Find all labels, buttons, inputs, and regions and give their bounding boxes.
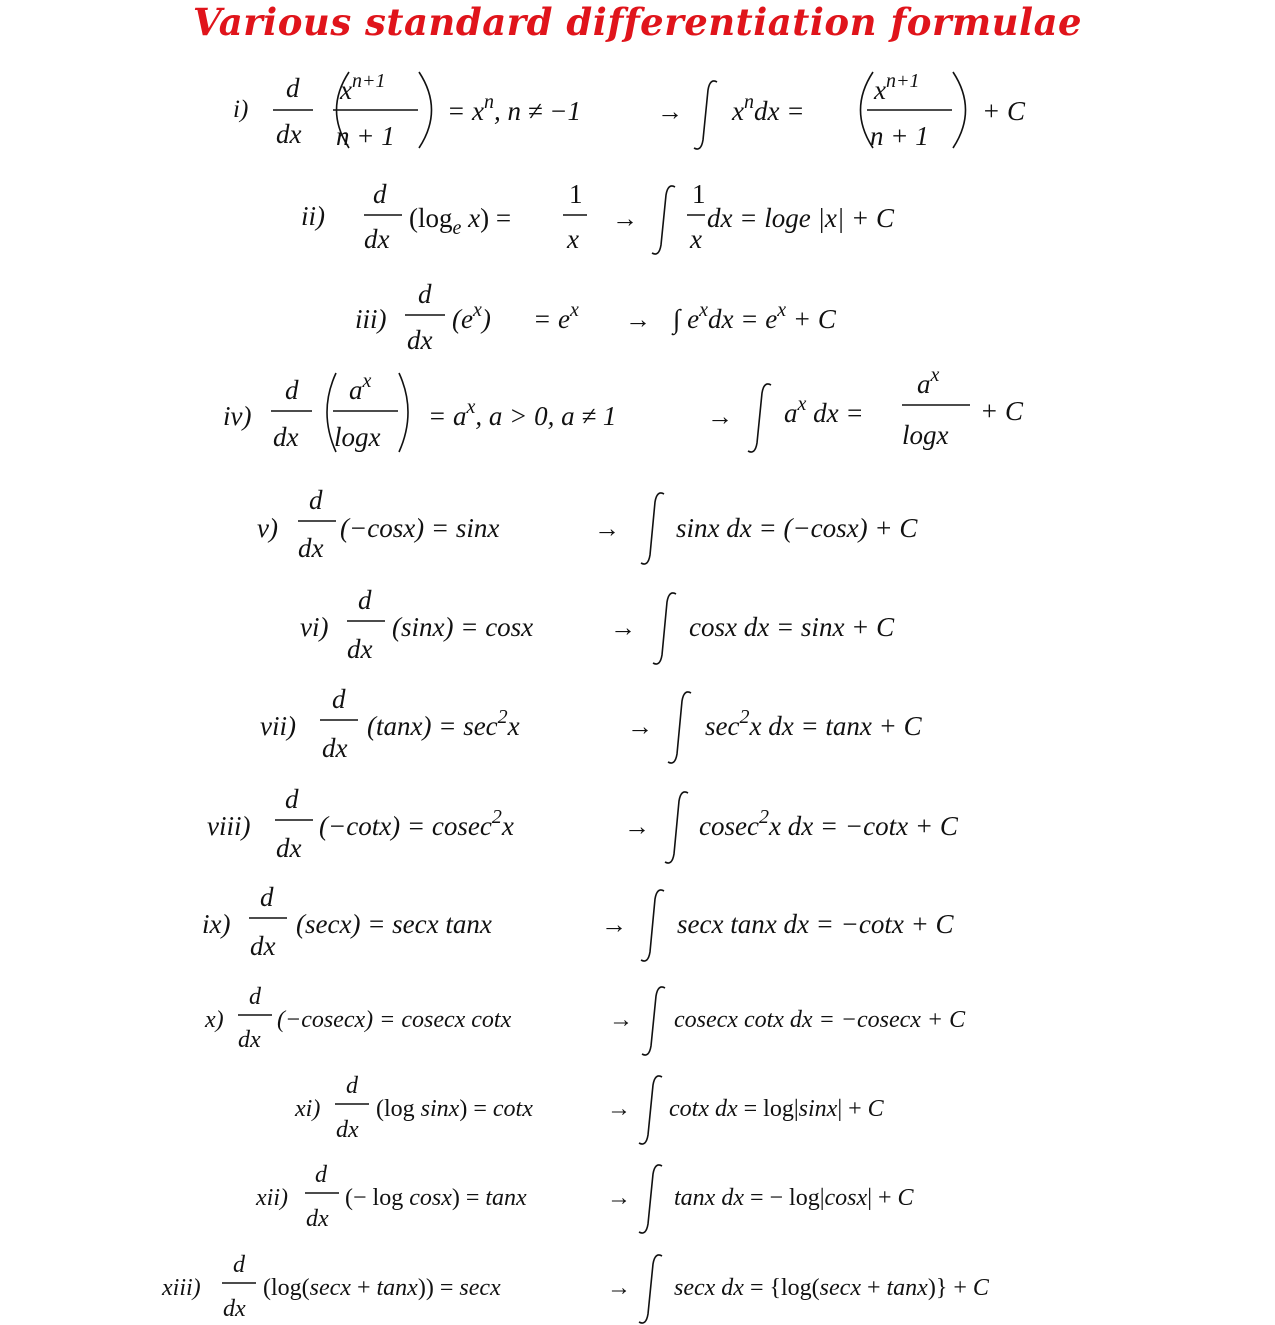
svg-text:+ C: + C: [980, 396, 1023, 426]
svg-text:sinx dx = (−cosx) + C: sinx dx = (−cosx) + C: [676, 513, 918, 543]
svg-text:x: x: [690, 224, 702, 254]
formula-4: [223, 364, 1024, 452]
formula-label: viii): [207, 811, 251, 841]
svg-text:dx: dx: [407, 325, 433, 355]
svg-text:(log sinx) = cotx: (log sinx) = cotx: [376, 1096, 533, 1122]
svg-text:dx: dx: [298, 533, 324, 563]
svg-text:dx: dx: [322, 733, 348, 763]
svg-text:dx: dx: [306, 1206, 329, 1232]
svg-text:(loge x) =: ($\log_e$ x) =: [409, 203, 512, 239]
svg-text:dx: dx: [276, 119, 302, 149]
svg-text:(ex): $(e^x)$: [452, 299, 491, 334]
svg-text:dx = loge |x| + C: dx = loge |x| + C: [707, 203, 894, 233]
svg-text:1: 1: [692, 179, 706, 209]
svg-text:dx: dx: [276, 833, 302, 863]
formula-10: [204, 984, 966, 1055]
svg-text:→: →: [607, 1275, 631, 1301]
svg-text:→: →: [601, 910, 627, 939]
svg-text:(log(secx + tanx)) = secx: (log(secx + tanx)) = secx: [263, 1275, 501, 1301]
svg-text:cosec2x dx = −cotx + C: cosec$^2$x dx = −cotx + C: [699, 806, 958, 841]
svg-text:tanx dx = − log|cosx| + C: tanx dx = − log|cosx| + C: [674, 1185, 914, 1211]
svg-text:secx dx = {log(secx + tanx)} +: secx dx = {log(secx + tanx)} + C: [674, 1275, 989, 1301]
svg-text:d: d: [260, 882, 274, 912]
svg-text:d: d: [332, 684, 346, 714]
svg-text:= ex: = $e^x$: [533, 299, 579, 334]
formula-1: [233, 70, 1026, 151]
formula-label: ix): [202, 909, 231, 939]
svg-text:dx: dx: [336, 1117, 359, 1143]
svg-text:(−cosx) = sinx: (−cosx) = sinx: [340, 513, 500, 543]
formula-label: iii): [355, 304, 387, 334]
formula-label: vii): [260, 711, 296, 741]
svg-text:(tanx) = sec2x: $(\tan x) = \sec^2x$: [367, 706, 520, 741]
svg-text:d: d: [346, 1073, 358, 1099]
svg-text:xn+1: $x^{n+1}$: [340, 70, 386, 105]
svg-text:x: x: [567, 224, 579, 254]
svg-text:(−cotx) = cosec2x: (−cotx) = cosec$^2$x: [319, 806, 514, 841]
svg-text:n + 1: n + 1: [336, 121, 395, 151]
formula-3: [355, 279, 837, 355]
svg-text:cotx dx = log|sinx| + C: cotx dx = log|sinx| + C: [669, 1096, 884, 1122]
formula-label: vi): [300, 612, 329, 642]
svg-text:d: d: [285, 784, 299, 814]
formula-13: [161, 1252, 990, 1323]
svg-text:+ C: + C: [982, 96, 1025, 126]
formula-label: ii): [301, 201, 325, 231]
svg-text:1: 1: [569, 179, 583, 209]
formula-label: i): [233, 96, 249, 123]
svg-text:(secx) = secx tanx: (secx) = secx tanx: [296, 909, 492, 939]
svg-text:d: d: [418, 279, 432, 309]
formula-6: [300, 585, 895, 664]
formula-label: x): [205, 1007, 224, 1033]
svg-text:sec2x dx = tanx + C: $\sec^2x$ dx = tanx + C: [705, 706, 922, 741]
svg-text:cosx dx = sinx + C: cosx dx = sinx + C: [689, 612, 895, 642]
svg-text:→: →: [594, 514, 620, 543]
svg-text:n + 1: n + 1: [870, 121, 929, 151]
svg-text:xn+1: $x^{n+1}$: [874, 70, 920, 105]
formula-note: n ≠ −1: [507, 96, 582, 126]
svg-text:(− log cosx) = tanx: (− log cosx) = tanx: [345, 1185, 527, 1211]
formula-label: xiii): [162, 1275, 201, 1301]
svg-text:d: d: [309, 485, 323, 515]
svg-text:→: →: [624, 812, 650, 841]
svg-text:xndx =: $x^ndx$ =: [732, 91, 805, 126]
svg-text:(−cosecx) = cosecx cotx: (−cosecx) = cosecx cotx: [277, 1007, 512, 1033]
formula-7: [260, 684, 923, 763]
svg-text:→: →: [610, 613, 636, 642]
formula-5: [257, 485, 918, 564]
formula-8: [207, 784, 959, 863]
svg-text:dx: dx: [273, 422, 299, 452]
svg-text:→: →: [607, 1096, 631, 1122]
svg-text:→: →: [612, 204, 638, 233]
svg-text:dx: dx: [364, 224, 390, 254]
svg-text:= xn, n ≠ −1: = $x^n$, n ≠ −1: [447, 91, 582, 126]
svg-text:logx: logx: [902, 420, 949, 450]
page-title: Various standard differentiation formulae: [192, 0, 1083, 44]
svg-text:ax: $a^x$: [917, 364, 940, 399]
svg-text:dx: dx: [223, 1296, 246, 1322]
svg-text:∫ exdx = ex + C: ∫ $e^xdx = e^x + C$: [673, 299, 836, 334]
formula-label: v): [257, 513, 278, 543]
formula-note: a > 0, a ≠ 1: [488, 401, 617, 431]
formula-9: [202, 882, 955, 961]
svg-text:→: →: [627, 712, 653, 741]
svg-text:d: d: [286, 73, 300, 103]
svg-text:cosecx cotx dx = −cosecx + C: cosecx cotx dx = −cosecx + C: [674, 1007, 966, 1033]
svg-text:dx: dx: [347, 634, 373, 664]
svg-text:→: →: [657, 97, 683, 126]
formula-label: xi): [295, 1096, 321, 1122]
svg-text:→: →: [625, 305, 651, 334]
svg-text:ax: $a^x$: [349, 370, 372, 405]
formula-label: xii): [256, 1185, 288, 1211]
svg-text:secx tanx dx = −cotx + C: secx tanx dx = −cotx + C: [677, 909, 954, 939]
svg-text:→: →: [707, 402, 733, 431]
svg-text:→: →: [607, 1185, 631, 1211]
svg-text:d: d: [285, 375, 299, 405]
svg-text:d: d: [233, 1252, 245, 1278]
formula-label: iv): [223, 401, 252, 431]
svg-text:d: d: [358, 585, 372, 615]
formula-11: [294, 1073, 885, 1144]
svg-text:logx: logx: [334, 422, 381, 452]
svg-text:dx: dx: [238, 1027, 261, 1053]
svg-text:(sinx) = cosx: (sinx) = cosx: [392, 612, 534, 642]
svg-text:ax dx =: $a^x$ dx =: [784, 393, 864, 428]
svg-text:dx: dx: [250, 931, 276, 961]
svg-text:d: d: [373, 179, 387, 209]
svg-text:d: d: [249, 984, 261, 1010]
formula-2: [301, 179, 895, 254]
svg-text:d: d: [315, 1162, 327, 1188]
svg-text:→: →: [609, 1007, 633, 1033]
formula-12: [255, 1162, 915, 1233]
svg-text:= ax, a > 0, a ≠ 1: = $a^x$, a > 0, a ≠ 1: [428, 396, 617, 431]
